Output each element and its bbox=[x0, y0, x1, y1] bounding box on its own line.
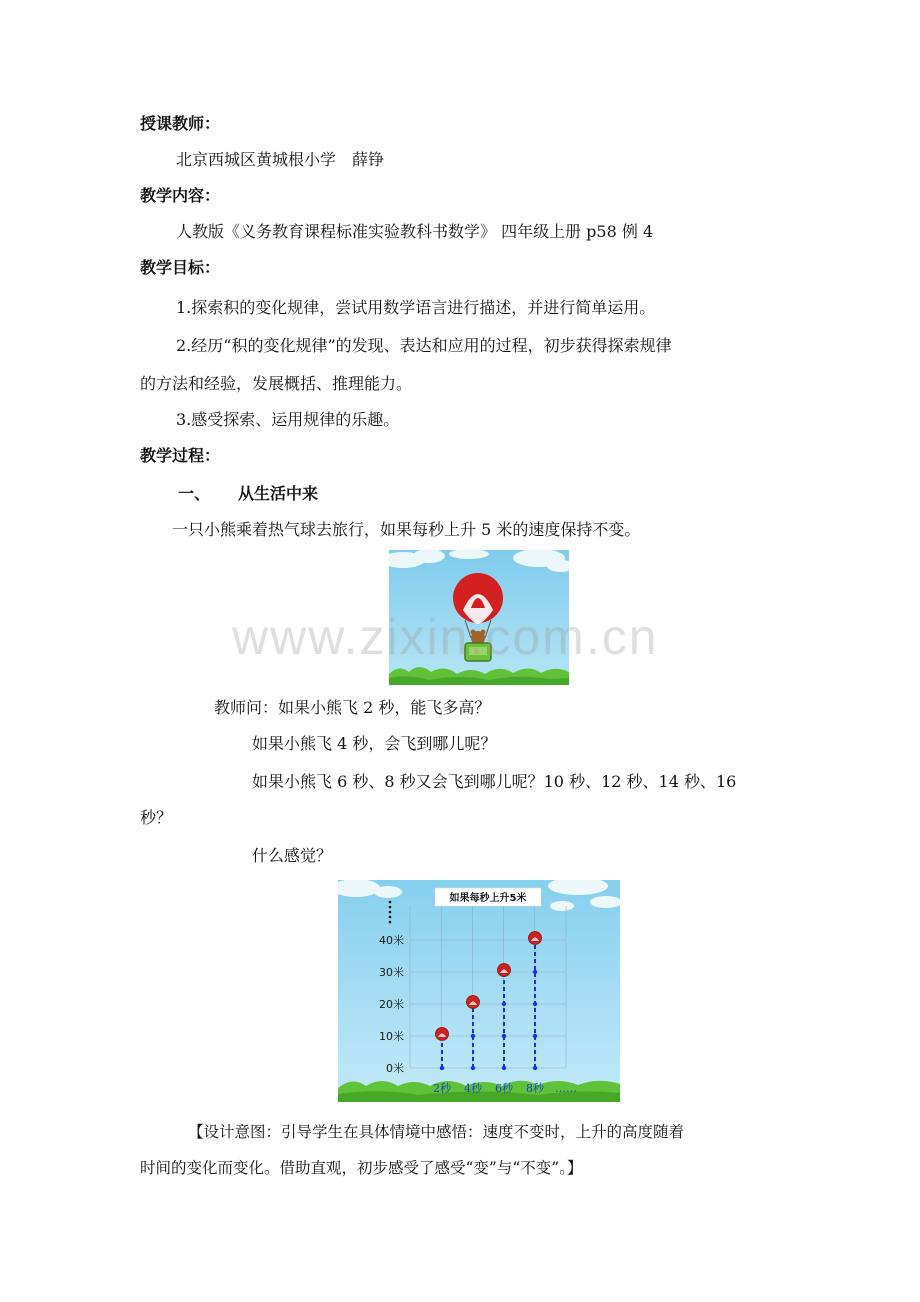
teacher-heading: 授课教师： bbox=[140, 114, 221, 133]
y-axis-continuation-dot bbox=[389, 916, 392, 919]
part-1-number: 一、 bbox=[178, 484, 211, 503]
question-1: 教师问：如果小熊飞 2 秒，能飞多高？ bbox=[214, 698, 491, 717]
teacher-name: 北京西城区黄城根小学 薛铮 bbox=[176, 150, 385, 169]
y-axis-continuation-dot bbox=[389, 901, 392, 904]
height-marker-dot bbox=[471, 1066, 475, 1070]
height-chart-svg bbox=[338, 880, 620, 1102]
height-marker-dot bbox=[471, 1034, 475, 1038]
y-axis-continuation-dot bbox=[389, 921, 392, 924]
y-axis-continuation-dot bbox=[389, 911, 392, 914]
part-1-title: 从生活中来 bbox=[238, 484, 319, 503]
goal-3: 3.感受探索、运用规律的乐趣。 bbox=[176, 410, 400, 429]
height-marker-dot bbox=[533, 1066, 537, 1070]
question-4: 什么感觉？ bbox=[252, 846, 333, 865]
intro-text: 一只小熊乘着热气球去旅行，如果每秒上升 5 米的速度保持不变。 bbox=[172, 520, 641, 539]
goal-2-line-2: 的方法和经验，发展概括、推理能力。 bbox=[140, 374, 413, 393]
height-marker-dot bbox=[533, 1034, 537, 1038]
x-tick-label: 6秒 bbox=[495, 1082, 513, 1095]
y-tick-label: 10米 bbox=[379, 1030, 404, 1043]
y-axis-continuation-dot bbox=[389, 906, 392, 909]
x-tick-label: 2秒 bbox=[433, 1082, 451, 1095]
height-marker-dot bbox=[533, 970, 537, 974]
content-heading: 教学内容： bbox=[140, 186, 221, 205]
content-text: 人教版《义务教育课程标准实验教科书数学》 四年级上册 p58 例 4 bbox=[176, 222, 654, 241]
x-tick-label: 8秒 bbox=[526, 1082, 544, 1095]
question-3-line-1: 如果小熊飞 6 秒、8 秒又会飞到哪儿呢？10 秒、12 秒、14 秒、16 bbox=[252, 772, 737, 791]
x-tick-label: …… bbox=[555, 1082, 577, 1095]
height-chart bbox=[338, 880, 620, 1102]
chart-title: 如果每秒上升5米 bbox=[449, 893, 527, 904]
goal-1: 1.探索积的变化规律，尝试用数学语言进行描述，并进行简单运用。 bbox=[176, 298, 656, 317]
design-intent-line-1: 【设计意图：引导学生在具体情境中感悟：速度不变时，上升的高度随着 bbox=[188, 1123, 685, 1141]
y-tick-label: 40米 bbox=[379, 934, 404, 947]
height-marker-dot bbox=[440, 1066, 444, 1070]
height-marker-dot bbox=[502, 1002, 506, 1006]
height-marker-dot bbox=[502, 1066, 506, 1070]
y-tick-label: 0米 bbox=[386, 1062, 404, 1075]
goal-2-line-1: 2.经历“积的变化规律”的发现、表达和应用的过程，初步获得探索规律 bbox=[176, 336, 672, 355]
y-tick-label: 20米 bbox=[379, 998, 404, 1011]
watermark: www.zixin.com.cn bbox=[232, 609, 659, 665]
process-heading: 教学过程： bbox=[140, 446, 221, 465]
y-tick-label: 30米 bbox=[379, 966, 404, 979]
height-marker-dot bbox=[502, 1034, 506, 1038]
question-2: 如果小熊飞 4 秒，会飞到哪儿呢？ bbox=[252, 734, 497, 753]
design-intent-line-2: 时间的变化而变化。借助直观，初步感受了感受“变”与“不变”。】 bbox=[140, 1159, 583, 1177]
height-marker-dot bbox=[533, 1002, 537, 1006]
x-tick-label: 4秒 bbox=[464, 1082, 482, 1095]
question-3-line-2: 秒？ bbox=[140, 808, 173, 827]
goals-heading: 教学目标： bbox=[140, 258, 221, 277]
